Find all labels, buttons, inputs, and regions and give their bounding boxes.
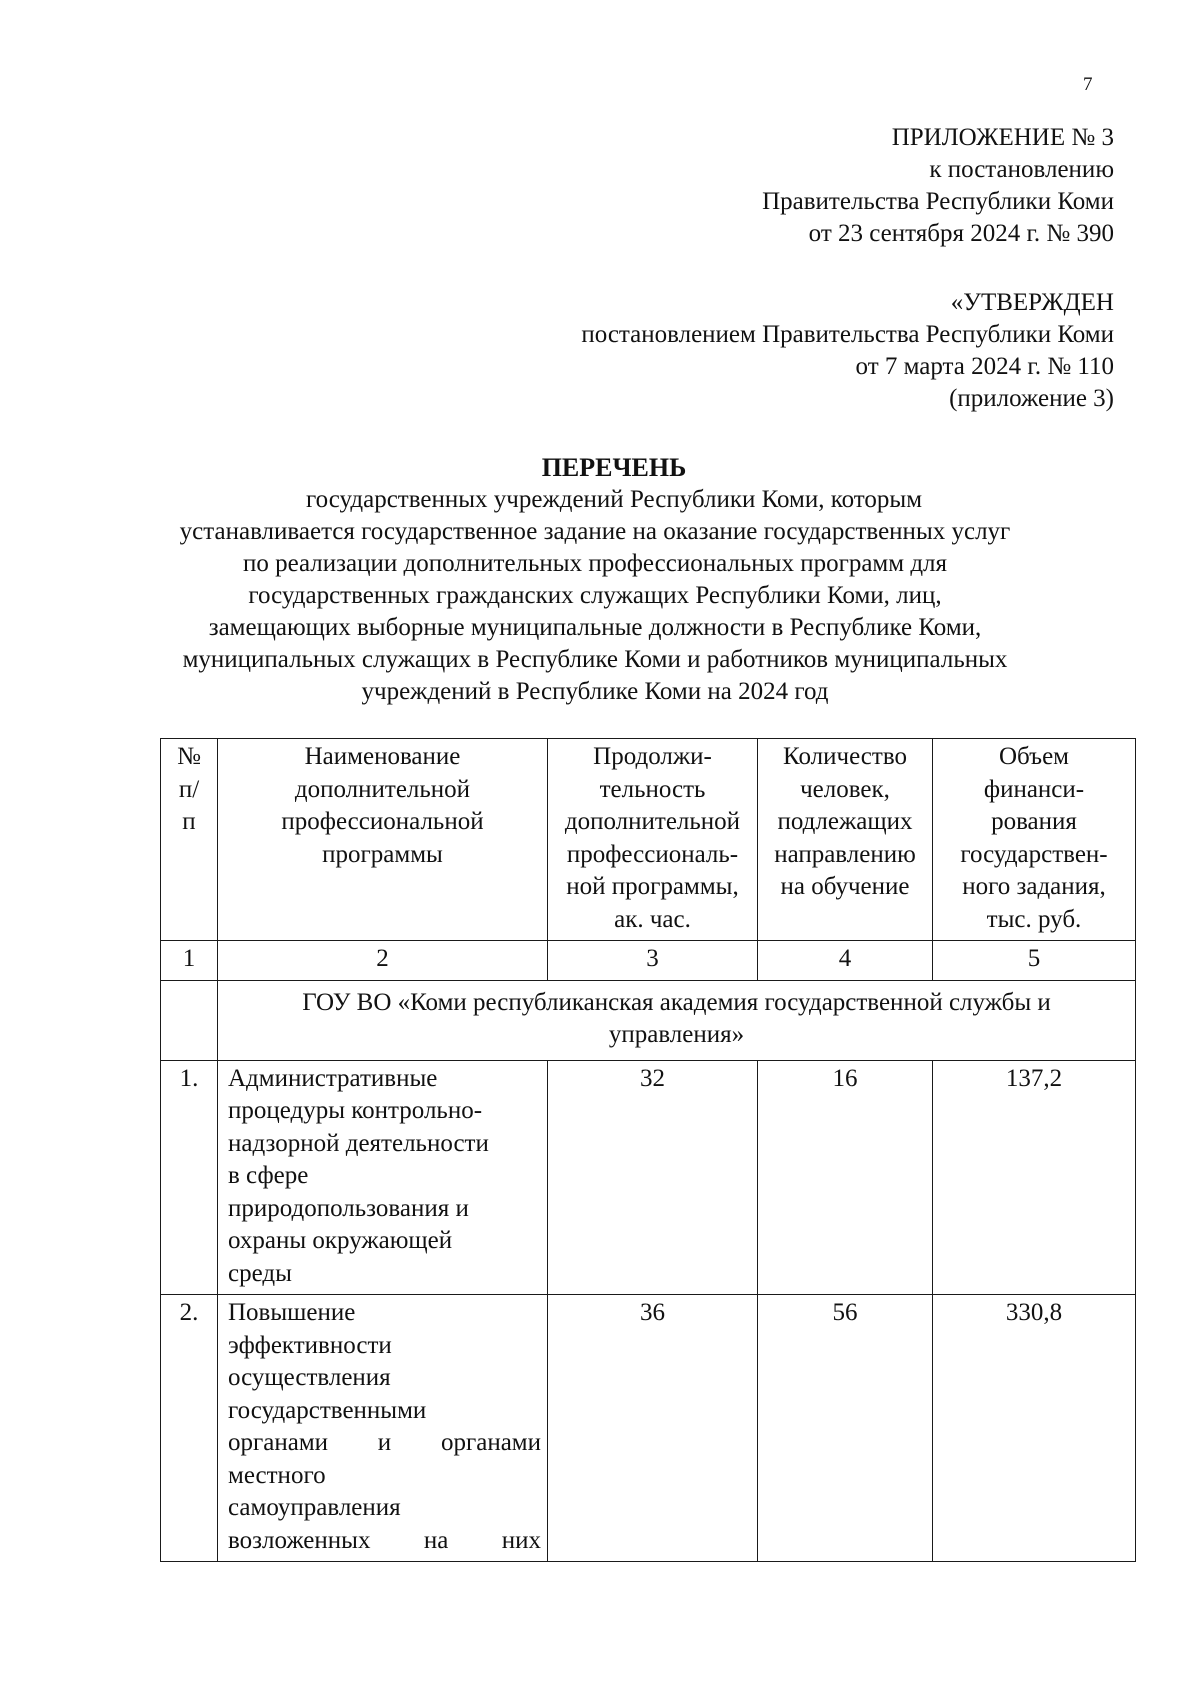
header-program-name: Наименование дополнительной профессиональной программы <box>218 739 548 941</box>
column-number: 4 <box>758 941 933 981</box>
title-line: муниципальных служащих в Республике Коми и работников муниципальных <box>182 646 1008 673</box>
row-number: 1. <box>161 1060 218 1295</box>
funding-value: 330,8 <box>933 1295 1136 1562</box>
appendix-block <box>762 122 1114 250</box>
people-value: 56 <box>758 1295 933 1562</box>
column-number: 5 <box>933 941 1136 981</box>
row-number: 2. <box>161 1295 218 1562</box>
header-funding: Объем финанси- рования государствен- ного задания, тыс. руб. <box>933 739 1136 941</box>
title-line: учреждений в Республике Коми на 2024 год <box>361 678 829 705</box>
title-line: государственных гражданских служащих Республики Коми, лиц, <box>248 582 942 609</box>
header-no: № п/ п <box>161 739 218 941</box>
duration-value: 32 <box>548 1060 758 1295</box>
duration-value: 36 <box>548 1295 758 1562</box>
program-name: Повышение эффективности осуществления государственными органами и органами местного самоуправления возложенных на них <box>218 1295 548 1562</box>
approved-line: «УТВЕРЖДЕН <box>950 289 1114 316</box>
appendix-line: от 23 сентября 2024 г. № 390 <box>808 220 1114 247</box>
approved-block <box>581 287 1114 415</box>
approved-line: (приложение 3) <box>949 385 1114 412</box>
title-line: по реализации дополнительных профессиональных программ для <box>242 550 948 577</box>
table-header-row <box>161 739 1136 941</box>
title-line: замещающих выборные муниципальные должности в Республике Коми, <box>208 614 982 641</box>
organization-row <box>161 980 1136 1060</box>
column-number-row <box>161 941 1136 981</box>
organization-name: ГОУ ВО «Коми республиканская академия государственной службы и управления» <box>218 980 1136 1060</box>
document-title-block <box>140 452 1050 708</box>
program-name: Административные процедуры контрольно- надзорной деятельности в сфере природопользования и охраны окружающей среды <box>218 1060 548 1295</box>
appendix-line: Правительства Республики Коми <box>762 188 1114 215</box>
table-row <box>161 1060 1136 1295</box>
approved-line: постановлением Правительства Республики Коми <box>581 321 1114 348</box>
table-row <box>161 1295 1136 1562</box>
document-heading: ПЕРЕЧЕНЬ <box>541 453 687 482</box>
header-people: Количество человек, подлежащих направлению на обучение <box>758 739 933 941</box>
title-line: устанавливается государственное задание на оказание государственных услуг <box>179 518 1011 545</box>
header-duration: Продолжи- тельность дополнительной профессиональ- ной программы, ак. час. <box>548 739 758 941</box>
approved-line: от 7 марта 2024 г. № 110 <box>855 353 1114 380</box>
funding-value: 137,2 <box>933 1060 1136 1295</box>
people-value: 16 <box>758 1060 933 1295</box>
organization-empty-cell <box>161 980 218 1060</box>
programs-table <box>160 738 1136 1562</box>
page-number: 7 <box>1083 74 1093 95</box>
appendix-line: к постановлению <box>929 156 1114 183</box>
appendix-line: ПРИЛОЖЕНИЕ № 3 <box>891 124 1114 151</box>
column-number: 2 <box>218 941 548 981</box>
title-line: государственных учреждений Республики Коми, которым <box>305 486 923 513</box>
column-number: 1 <box>161 941 218 981</box>
column-number: 3 <box>548 941 758 981</box>
